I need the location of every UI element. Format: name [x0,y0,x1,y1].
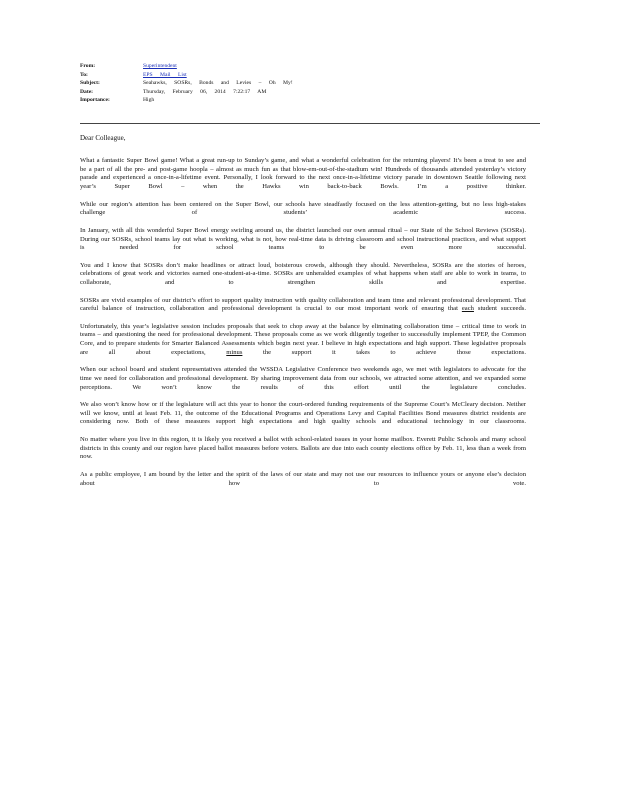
p5-text-a: SOSRs are vivid examples of our district’s effort to support quality instruction with quality collaboration and team time and relevant professional development. That careful balance of instruction, collaboration and professional development is crucial to our most important work of ensuring that [80,296,526,313]
paragraph-sosr-launch: In January, with all this wonderful Super Bowl energy swirling around us, the district launched our own annual ritual – our State of the School Reviews (SOSRs). During our SOSRs, school teams lay out what is working, what is not, how real-time data is driving classroom and school instructional practices, and what support is needed for school teams to be even more successful. [80,226,526,252]
paragraph-sosr-heroes: You and I know that SOSRs don’t make headlines or attract loud, boisterous crowds, although they should. Nevertheless, SOSRs are the stories of heroes, celebrations of great work and victories earned one-student-at-a-time. SOSRs are unheralded examples of what happens when staff are able to work in teams, to collaborate, and to strengthen skills and expertise. [80,261,526,287]
from-label: From: [80,63,96,69]
to-link[interactable]: EPS Mail List [143,71,187,78]
p5-text-c: student succeeds. [473,305,526,313]
p6-text-c: the support it takes to achieve those expectations. [242,348,526,356]
from-link[interactable]: Superintendent [143,63,177,69]
header-divider [80,123,540,124]
date-value: Thursday, February 06, 2014 7:22:17 AM [143,88,267,95]
header-importance-row [80,96,550,105]
p6-underlined-minus: minus [226,348,243,356]
p5-underlined-each: each [461,305,474,313]
paragraph-attention: While our region’s attention has been centered on the Super Bowl, our schools have steadfastly focused on the less attention-getting, but no less high-stakes challenge of students’ academic success. [80,200,526,217]
paragraph-super-bowl: What a fantastic Super Bowl game! What a great run-up to Sunday’s game, and what a wonderful celebration for the returning players! It’s been a treat to see and be a part of all the pre- and post-game hoopla – almost as much fun as that blow-em-out-of-the-stadium win! Hundreds of thousands attended yesterday’s victory parade and experienced a once-in-a-lifetime event. Personally, I look forward to the next once-in-a-lifetime victory parade in downtown Seattle following next year’s Super Bowl – when the Hawks win back-to-back Bowls. I’m a positive thinker. [80,157,526,191]
subject-value: Seahawks, SOSRs, Bonds and Levies – Oh My! [143,80,293,86]
paragraph-wssda-conference: When our school board and student representatives attended the WSSDA Legislative Conference two weekends ago, we met with legislators to advocate for the time we need for collaboration and professional development. By sharing improvement data from our schools, we attracted some attention, and we expanded some perceptions. We won’t know the results of this effort until the legislature concludes. [80,366,526,391]
paragraph-ballots: No matter where you live in this region, it is likely you received a ballot with school-related issues in your home mailbox. Everett Public Schools and many school districts in this county and our region have placed ballot measures before voters. Ballots are due into each county elections office by Feb. 11, less than a week from now. [80,436,526,461]
p6-text-a: Unfortunately, this year’s legislative session includes proposals that seek to chop away at the balance by eliminating collaboration time – critical time to work in teams – and questioning the need for professional development. These proposals come as we work diligently together to successfully implement TPEP, the Common Core, and to prepare students for Smarter Balanced Assessments which begin next year. I believe in high expectations and high support. These legislative proposals are all about expectations, [80,322,526,356]
importance-label: Importance: [80,97,110,103]
header-date-row [80,88,550,97]
paragraph-sosr-examples [80,297,526,314]
paragraph-legislative-session [80,323,526,358]
subject-label: Subject: [80,80,100,86]
date-label: Date: [80,88,94,95]
paragraph-public-employee: As a public employee, I am bound by the letter and the spirit of the laws of our state and may not use our resources to influence yours or anyone else’s decision about how to vote. [80,470,526,487]
email-body [80,134,526,497]
paragraph-mccleary: We also won’t know how or if the legislature will act this year to honor the court-ordered funding requirements of the Supreme Court’s McCleary decision. Neither will we know, until at least Feb. 11, the outcome of the Educational Programs and Operations Levy and Capital Facilities Bond measures district residents are considering now. Both of these measures support high expectations and high quality schools and educational technology in our classrooms. [80,401,526,426]
greeting: Dear Colleague, [80,134,126,142]
header-from-row [80,62,550,71]
email-header [80,62,550,105]
header-subject-row [80,79,550,88]
importance-value: High [143,97,155,103]
header-to-row [80,71,550,80]
to-label: To: [80,71,88,78]
